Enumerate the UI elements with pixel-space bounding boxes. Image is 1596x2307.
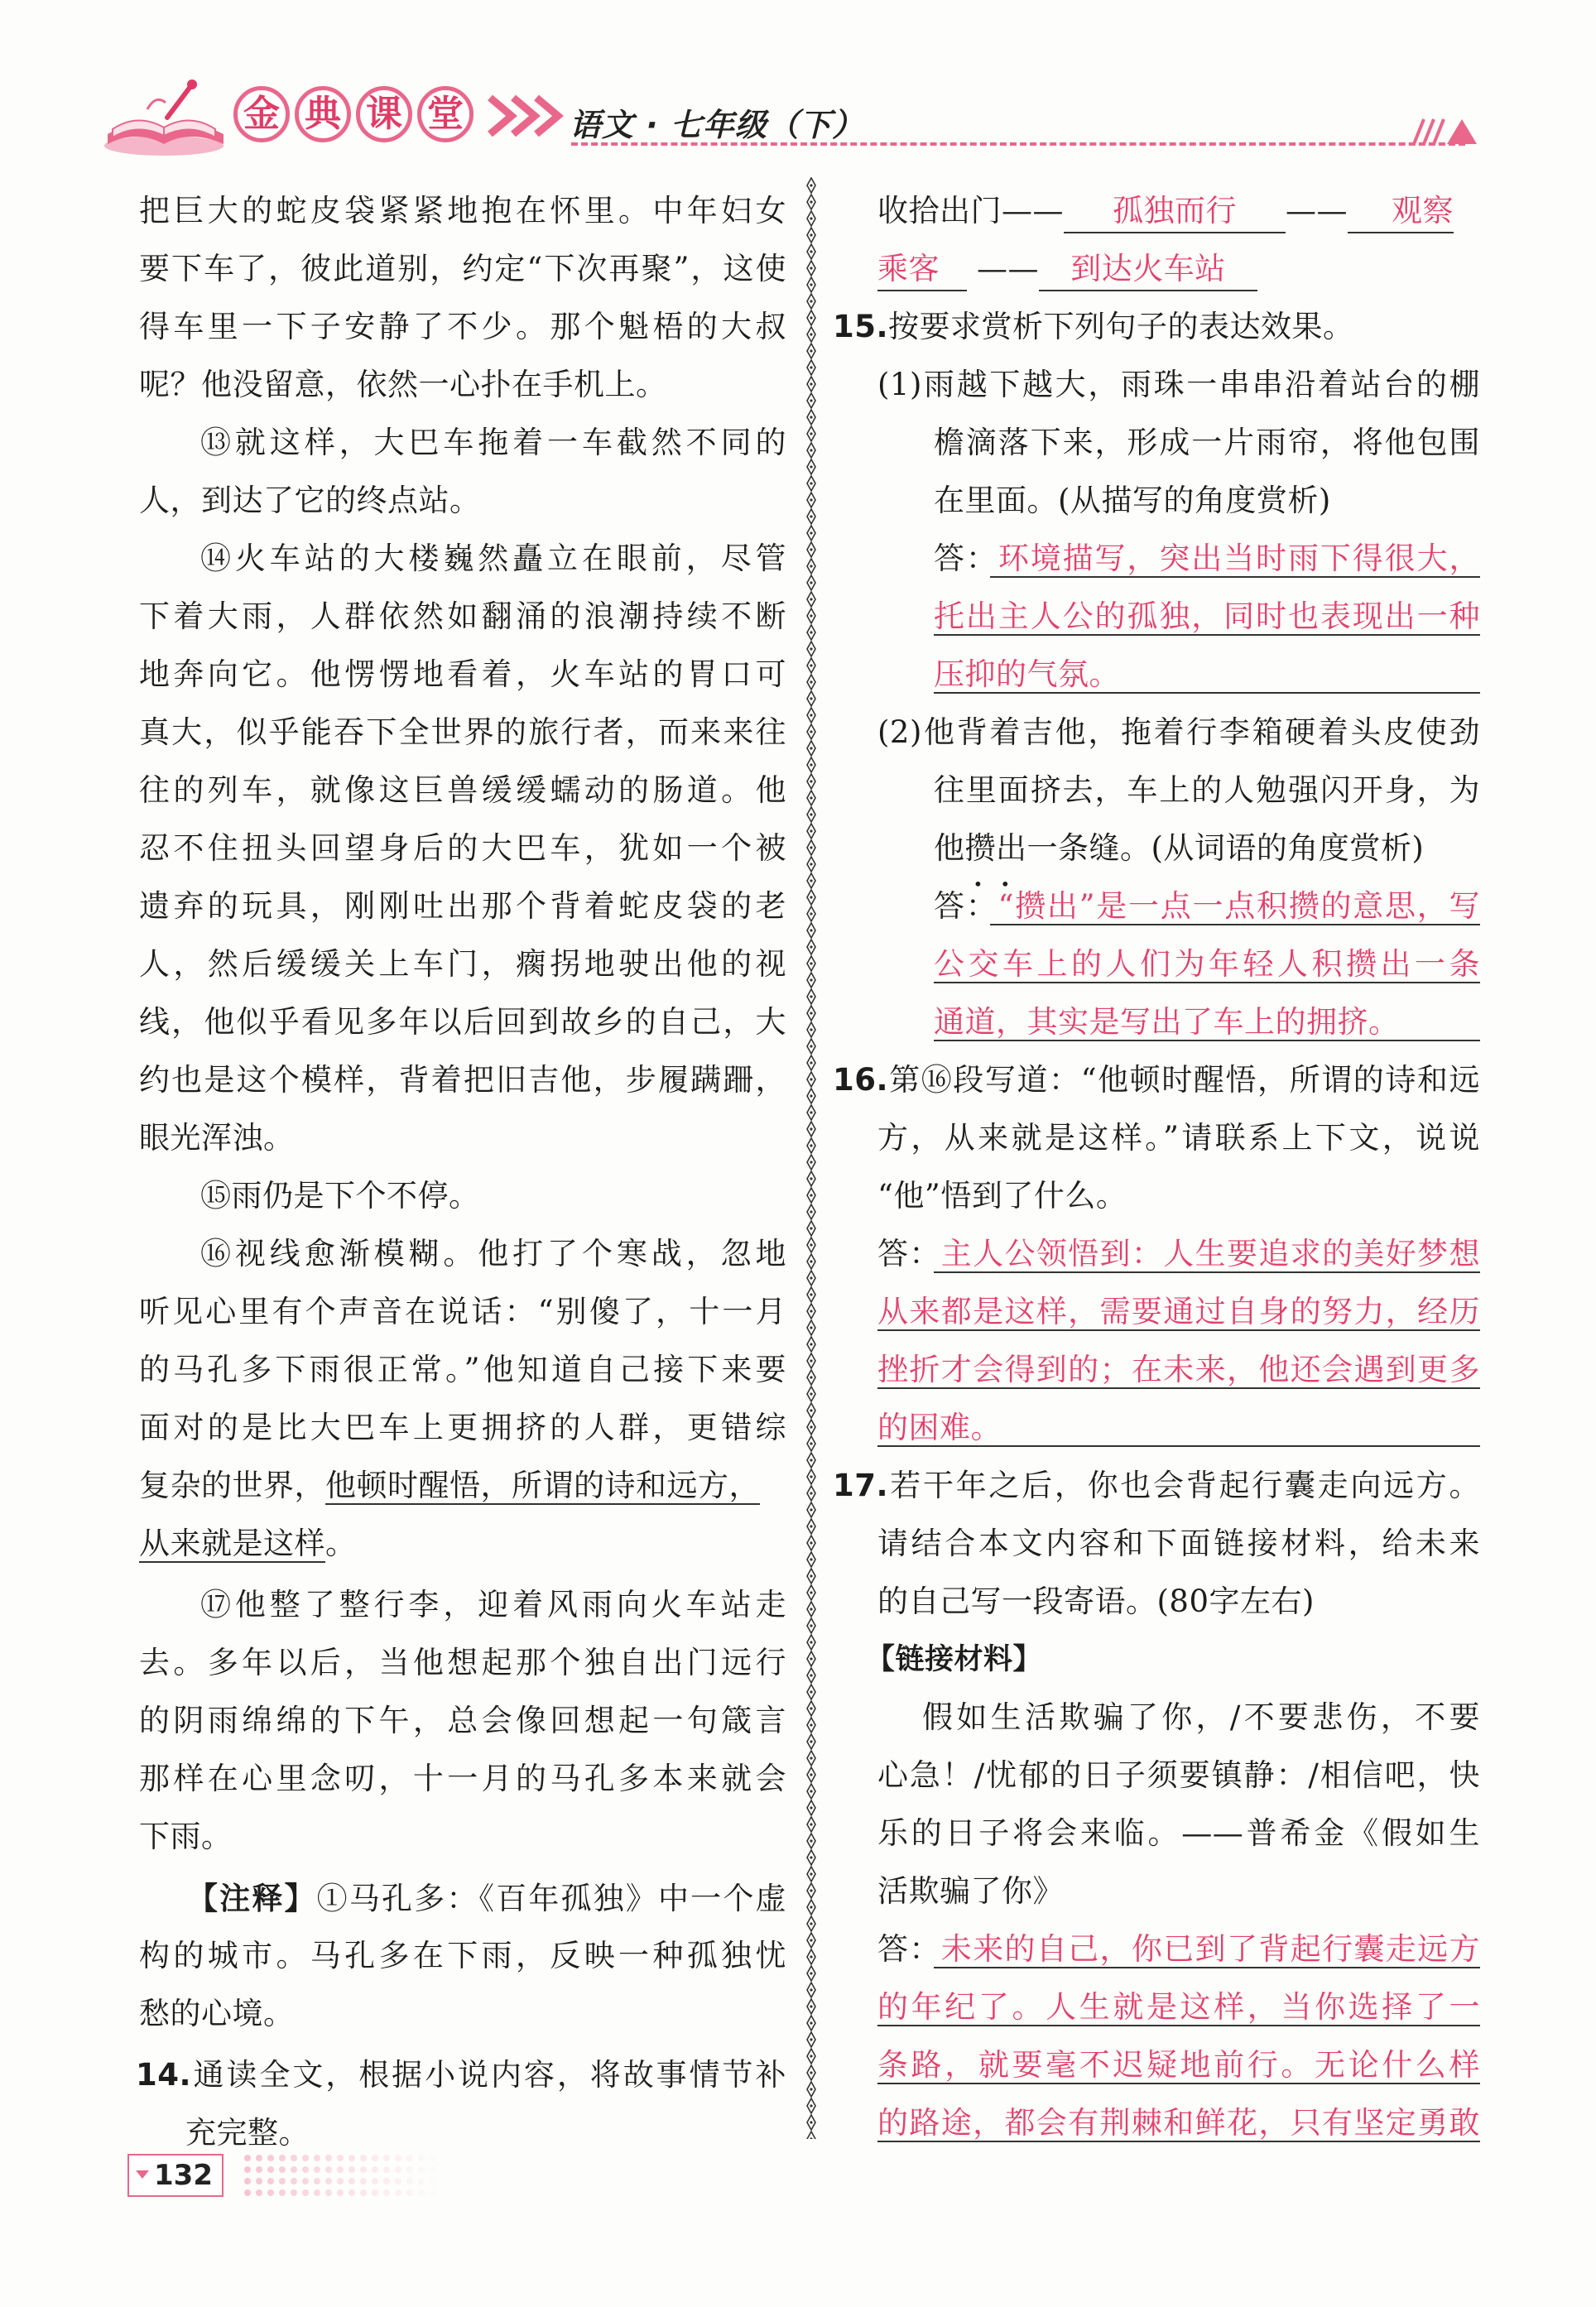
paragraph-text: 火车站的大楼巍然矗立在眼前，尽管	[234, 541, 786, 576]
text-line	[139, 1465, 760, 1507]
text-line: 去。多年以后，当他想起那个独自出门远行	[139, 1645, 786, 1680]
note-line: 愁的心境。	[139, 1996, 295, 2031]
question-15-1-text: 檐滴落下来，形成一片雨帘，将他包围	[934, 425, 1480, 460]
question-16-stem: “他”悟到了什么。	[877, 1178, 1127, 1214]
answer-rule	[877, 2141, 1480, 2142]
question-16-stem	[833, 1060, 1480, 1101]
series-title-char: 课	[356, 86, 412, 142]
answer-blank: 孤独而行	[1064, 190, 1286, 233]
answer-rule	[934, 1271, 1480, 1273]
paragraph-15-line	[200, 1175, 480, 1217]
note-line: 构的城市。马孔多在下雨，反映一种孤独忧	[139, 1938, 786, 1973]
answer-rule	[877, 1387, 1480, 1389]
text-line: 忍不住扭头回望身后的大巴车，犹如一个被	[139, 830, 786, 866]
text-span: 。	[325, 1526, 357, 1561]
underlined-quote: 从来就是这样	[139, 1526, 325, 1561]
emphasized-word-text: 攒出	[964, 830, 1027, 866]
header-dashed-rule	[571, 142, 1465, 146]
text-line: 约也是这个模样，背着把旧吉他，步履蹒跚，	[139, 1062, 786, 1098]
answer-rule	[934, 634, 1480, 636]
underlined-quote: 他顿时醒悟，所谓的诗和远方，	[325, 1468, 760, 1503]
paragraph-number: ⑭	[200, 541, 235, 576]
question-15-1-text: 在里面。(从描写的角度赏析)	[934, 483, 1331, 518]
question-number: 14.	[136, 2057, 192, 2093]
answer-label: 答：	[934, 888, 998, 924]
note-text: ①马孔多：《百年孤独》中一个虚	[316, 1881, 786, 1916]
text-line: 呢？他没留意，依然一心扑在手机上。	[139, 367, 667, 402]
answer-rule	[877, 1329, 1480, 1331]
text-line: 人，到达了它的终点站。	[139, 483, 481, 518]
question-16-stem: 方，从来就是这样。”请联系上下文，说说	[877, 1120, 1480, 1156]
text-span: ——	[1286, 193, 1348, 228]
answer-label: 答：	[934, 541, 998, 576]
answer-rule	[934, 982, 1480, 983]
answer-text: “攒出”是一点一点积攒的意思，写	[997, 888, 1480, 924]
link-material-text: 假如生活欺骗了你，/不要悲伤，不要	[922, 1699, 1480, 1735]
text-line: 面对的是比大巴车上更拥挤的人群，更错综	[139, 1410, 786, 1445]
question-number: 15.	[833, 309, 889, 344]
question-text: 通读全文，根据小说内容，将故事情节补	[191, 2057, 786, 2093]
question-14-answer-line	[877, 248, 1257, 290]
question-17-answer: 条路，就要毫不迟疑地前行。无论什么样	[877, 2047, 1480, 2083]
question-15-stem	[833, 306, 1354, 348]
text-line: 遗弃的玩具，刚刚吐出那个背着蛇皮袋的老	[139, 888, 786, 924]
text-line: 那样在心里念叨，十一月的马孔多本来就会	[139, 1761, 786, 1796]
answer-text: 主人公领悟到：人生要追求的美好梦想	[940, 1236, 1480, 1271]
question-16-answer: 从来都是这样，需要通过自身的努力，经历	[877, 1294, 1480, 1329]
text-span: 他	[934, 830, 965, 866]
question-14-answer-line	[877, 190, 1454, 232]
link-material-label: 【链接材料】	[866, 1643, 1043, 1676]
book-logo-icon	[99, 76, 232, 159]
text-line: 的阴雨绵绵的下午，总会像回想起一句箴言	[139, 1703, 786, 1738]
question-text: 第⑯段写道：“他顿时醒悟，所谓的诗和远	[888, 1062, 1480, 1098]
answer-rule	[934, 1040, 1480, 1041]
page-marker-icon	[136, 2170, 149, 2179]
column-divider	[805, 177, 817, 2139]
question-15-1-answer: 压抑的气氛。	[934, 656, 1120, 692]
text-line: 听见心里有个声音在说话：“别傻了，十一月	[139, 1294, 786, 1329]
link-material-text: 乐的日子将会来临。——普希金《假如生	[877, 1815, 1480, 1851]
answer-rule	[877, 1445, 1480, 1447]
paragraph-text: 他整了整行李，迎着风雨向火车站走	[234, 1587, 786, 1622]
question-17-answer: 的年纪了。人生就是这样，当你选择了一	[877, 1989, 1480, 2025]
series-title-char: 堂	[417, 86, 474, 142]
text-line: 真大，似乎能吞下全世界的旅行者，而来来往	[139, 714, 786, 750]
paragraph-14-line	[200, 538, 786, 579]
paragraph-text: 雨仍是下个不停。	[231, 1178, 480, 1214]
question-15-1-answer	[934, 538, 1480, 579]
text-line: 要下车了，彼此道别，约定“下次再聚”，这使	[139, 251, 786, 286]
question-15-1-text: (1)雨越下越大，雨珠一串串沿着站台的棚	[877, 367, 1480, 402]
series-title-char: 金	[233, 86, 290, 142]
question-15-2-answer: 公交车上的人们为年轻人积攒出一条	[934, 946, 1480, 982]
paragraph-13-line	[200, 422, 786, 464]
question-16-answer: 挫折才会得到的；在未来，他还会遇到更多	[877, 1352, 1480, 1387]
question-17-stem: 的自己写一段寄语。(80字左右)	[877, 1584, 1315, 1619]
answer-text: 未来的自己，你已到了背起行囊走远方	[940, 1931, 1480, 1967]
slash-triangle-icon	[1409, 116, 1478, 146]
answer-rule	[934, 692, 1480, 694]
question-15-2-text: 往里面挤去，车上的人勉强闪开身，为	[934, 772, 1480, 808]
emphasis-dots: • •	[973, 874, 1011, 894]
page-header	[0, 0, 1596, 174]
chevrons-icon	[487, 93, 566, 139]
paragraph-number: ⑯	[200, 1236, 235, 1271]
paragraph-text: 视线愈渐模糊。他打了个寒战，忽地	[234, 1236, 786, 1271]
question-15-2-answer	[934, 886, 1480, 927]
paragraph-number: ⑮	[200, 1178, 232, 1214]
text-line: 下雨。	[139, 1819, 233, 1854]
text-line	[139, 1523, 357, 1564]
answer-text: 环境描写，突出当时雨下得很大，	[997, 541, 1480, 576]
text-span: ——	[977, 251, 1039, 286]
question-15-1-answer: 托出主人公的孤独，同时也表现出一种	[934, 598, 1480, 634]
answer-rule	[877, 2083, 1480, 2084]
question-15-2-text	[934, 828, 1425, 894]
text-span: 一条缝。(从词语的角度赏析)	[1026, 830, 1425, 866]
question-17-stem	[833, 1465, 1480, 1507]
answer-label: 答：	[877, 1236, 941, 1271]
text-line: 的马孔多下雨很正常。”他知道自己接下来要	[139, 1352, 786, 1387]
answer-label: 答：	[877, 1931, 941, 1967]
page-number: 132	[154, 2159, 213, 2192]
paragraph-text: 就这样，大巴车拖着一车截然不同的	[234, 425, 786, 460]
question-14-stem: 充完整。	[185, 2115, 310, 2151]
text-line: 线，他似乎看见多年以后回到故乡的自己，大	[139, 1004, 786, 1040]
question-16-answer: 的困难。	[877, 1410, 1002, 1445]
page-number-box	[127, 2154, 224, 2197]
dot-pattern-icon	[242, 2152, 440, 2199]
question-17-answer: 的路途，都会有荆棘和鲜花，只有坚定勇敢	[877, 2105, 1480, 2141]
question-text: 按要求赏析下列句子的表达效果。	[888, 309, 1354, 344]
answer-rule	[990, 924, 1480, 925]
text-line: 下着大雨，人群依然如翻涌的浪潮持续不断	[139, 598, 786, 634]
question-15-2-text: (2)他背着吉他，拖着行李箱硬着头皮使劲	[877, 714, 1480, 750]
text-line: 把巨大的蛇皮袋紧紧地抱在怀里。中年妇女	[139, 193, 786, 228]
series-title-char: 典	[295, 86, 351, 142]
paragraph-number: ⑬	[200, 425, 235, 460]
subject-grade-label: 语文 · 七年级（下）	[570, 107, 864, 143]
text-line: 往的列车，就像这巨兽缓缓蠕动的肠道。他	[139, 772, 786, 808]
question-14-stem	[136, 2055, 786, 2096]
link-material-text: 心急！/忧郁的日子须要镇静：/相信吧，快	[877, 1757, 1480, 1793]
text-line: 地奔向它。他愣愣地看着，火车站的胃口可	[139, 656, 786, 692]
answer-blank: 观察	[1348, 190, 1454, 233]
link-material-text: 活欺骗了你》	[877, 1873, 1064, 1909]
paragraph-number: ⑰	[200, 1587, 235, 1622]
text-line: 人，然后缓缓关上车门，瘸拐地驶出他的视	[139, 946, 786, 982]
emphasized-word	[964, 830, 1027, 894]
answer-blank: 到达火车站	[1039, 248, 1257, 291]
paragraph-16-line	[200, 1233, 786, 1275]
answer-rule	[877, 2025, 1480, 2026]
question-text: 若干年之后，你也会背起行囊走向远方。	[888, 1468, 1480, 1503]
question-number: 16.	[833, 1062, 889, 1098]
note-line	[187, 1877, 786, 1919]
answer-rule	[934, 1967, 1480, 1968]
answer-rule	[990, 576, 1480, 578]
paragraph-17-line	[200, 1584, 786, 1626]
question-16-answer	[877, 1233, 1480, 1275]
question-number: 17.	[833, 1468, 889, 1503]
question-15-2-answer: 通道，其实是写出了车上的拥挤。	[934, 1004, 1400, 1040]
question-17-answer	[877, 1929, 1480, 1970]
question-17-stem: 请结合本文内容和下面链接材料，给未来	[877, 1526, 1480, 1561]
text-line: 眼光浑浊。	[139, 1120, 295, 1156]
answer-blank: 乘客	[877, 248, 967, 291]
text-span: 收拾出门——	[877, 193, 1064, 228]
note-label: 【注释】	[187, 1880, 317, 1916]
text-line: 得车里一下子安静了不少。那个魁梧的大叔	[139, 309, 786, 344]
text-span: 复杂的世界，	[139, 1468, 325, 1503]
